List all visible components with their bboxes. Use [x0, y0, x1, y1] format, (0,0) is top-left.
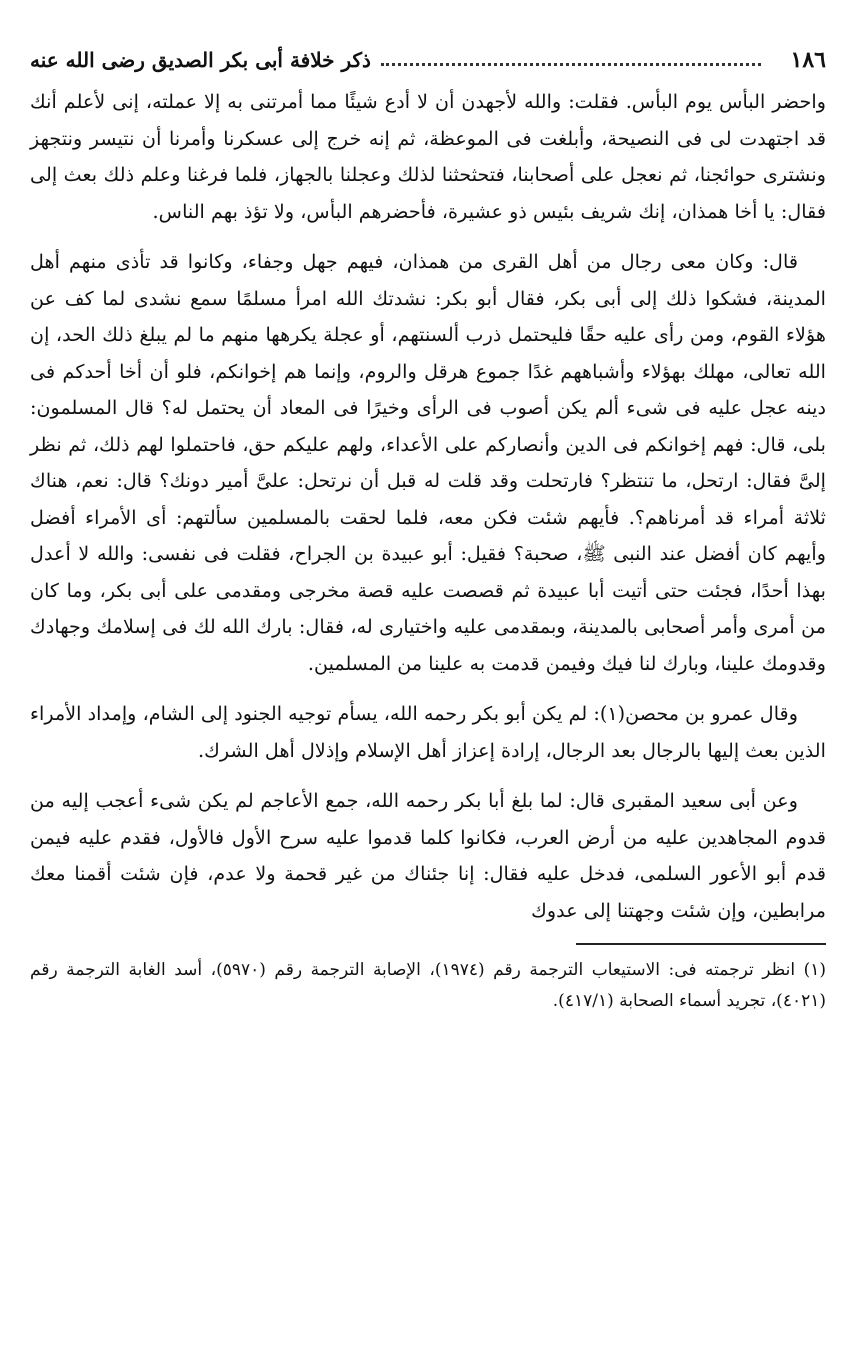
header-title: ذكر خلافة أبى بكر الصديق رضى الله عنه — [30, 48, 371, 72]
page-number: ١٨٦ — [790, 47, 826, 73]
body-text — [30, 84, 826, 929]
header-dot-leader — [381, 63, 761, 66]
footnote-rule — [576, 943, 826, 945]
paragraph-4: وعن أبى سعيد المقبرى قال: لما بلغ أبا بكر رحمه الله، جمع الأعاجم لم يكن شىء أعجب إليه من قدوم المجاهدين عليه من أرض العرب، فكانوا كلما قدموا عليه سرح الأول فالأول، فقدم عليه فيمن قدم أبو الأعور السلمى، فدخل عليه فقال: إنا جئناك من غير قحمة ولا عدم، فإن شئت أقمنا معك مرابطين، وإن شئت وجهتنا إلى عدوك — [30, 789, 826, 922]
footnote: (١) انظر ترجمته فى: الاستيعاب الترجمة رقم (١٩٧٤)، الإصابة الترجمة رقم (٥٩٧٠)، أسد الغابة الترجمة رقم (٤٠٢١)، تجريد أسماء الصحابة (٤١٧/١). — [30, 960, 826, 1011]
paragraph-2: قال: وكان معى رجال من أهل القرى من همذان، فيهم جهل وجفاء، وكانوا قد تأذى منهم أهل المدينة، فشكوا ذلك إلى أبى بكر، فقال أبو بكر: نشدتك الله امرأ مسلمًا سمع نشدى لما كف عن هؤلاء القوم، ومن رأى عليه حقًا فليحتمل ذرب ألسنتهم، أو عجلة يكرهها منهم ما لم يبلغ ذلك الحد، إن الله تعالى، مهلك بهؤلاء وأشباههم غدًا جموع هرقل والروم، وإنما هم إخوانكم، فلو أن أخا أحدكم فى دينه عجل عليه فى شىء ألم يكن أصوب فى الرأى وخيرًا فى المعاد أن يحتمل له؟ قال المسلمون: بلى، قال: فهم إخوانكم فى الدين وأنصاركم على الأعداء، ولهم عليكم حق، فاحتملوا لهم ذلك، ثم نظر إلىَّ فقال: ارتحل، ما تنتظر؟ فارتحلت وقد قلت له قبل أن نرتحل: علىَّ أمير دونك؟ قال: نعم، هناك ثلاثة أمراء قد أمرناهم؟. فأيهم شئت فكن معه، فلما لحقت بالمسلمين سألتهم: أى الأمراء أفضل وأيهم كان أفضل عند النبى ﷺ، صحبة؟ فقيل: أبو عبيدة بن الجراح، فقلت فى نفسى: والله لا أعدل بهذا أحدًا، فجئت حتى أتيت أبا عبيدة ثم قصصت عليه قصة مخرجى ومقدمى على أبى بكر، وما كان من أمرى وأمر أصحابى بالمدينة، وبمقدمى عليه واختيارى له، فقال: بارك الله لك فى إسلامك وجهادك وقدومك علينا، وبارك لنا فيك وفيمن قدمت به علينا من المسلمين. — [30, 250, 826, 675]
paragraph-3: وقال عمرو بن محصن(١): لم يكن أبو بكر رحمه الله، يسأم توجيه الجنود إلى الشام، وإمداد الأمراء الذين بعث إليها بالرجال بعد الرجال، إرادة إعزاز أهل الإسلام وإذلال أهل الشرك. — [30, 702, 826, 762]
paragraph-1: واحضر البأس يوم البأس. فقلت: والله لأجهدن أن لا أدع شيئًا مما أمرتنى به إلا عملته، إنى لأعلم أنك قد اجتهدت لى فى النصيحة، وأبلغت فى الموعظة، ثم إنه خرج إلى عسكرنا وأمرنا أن نتيسر ونتجهز ونشترى حوائجنا، ثم نعجل على أصحابنا، فتحثحثنا لذلك وعجلنا بالجهاز، فلما فرغنا وعلم ذلك بعث إلى فقال: يا أخا همذان، إنك شريف بئيس ذو عشيرة، فأحضرهم البأس، ولا تؤذ بهم الناس. — [30, 90, 826, 223]
book-page — [30, 40, 826, 1340]
running-header — [30, 40, 826, 80]
